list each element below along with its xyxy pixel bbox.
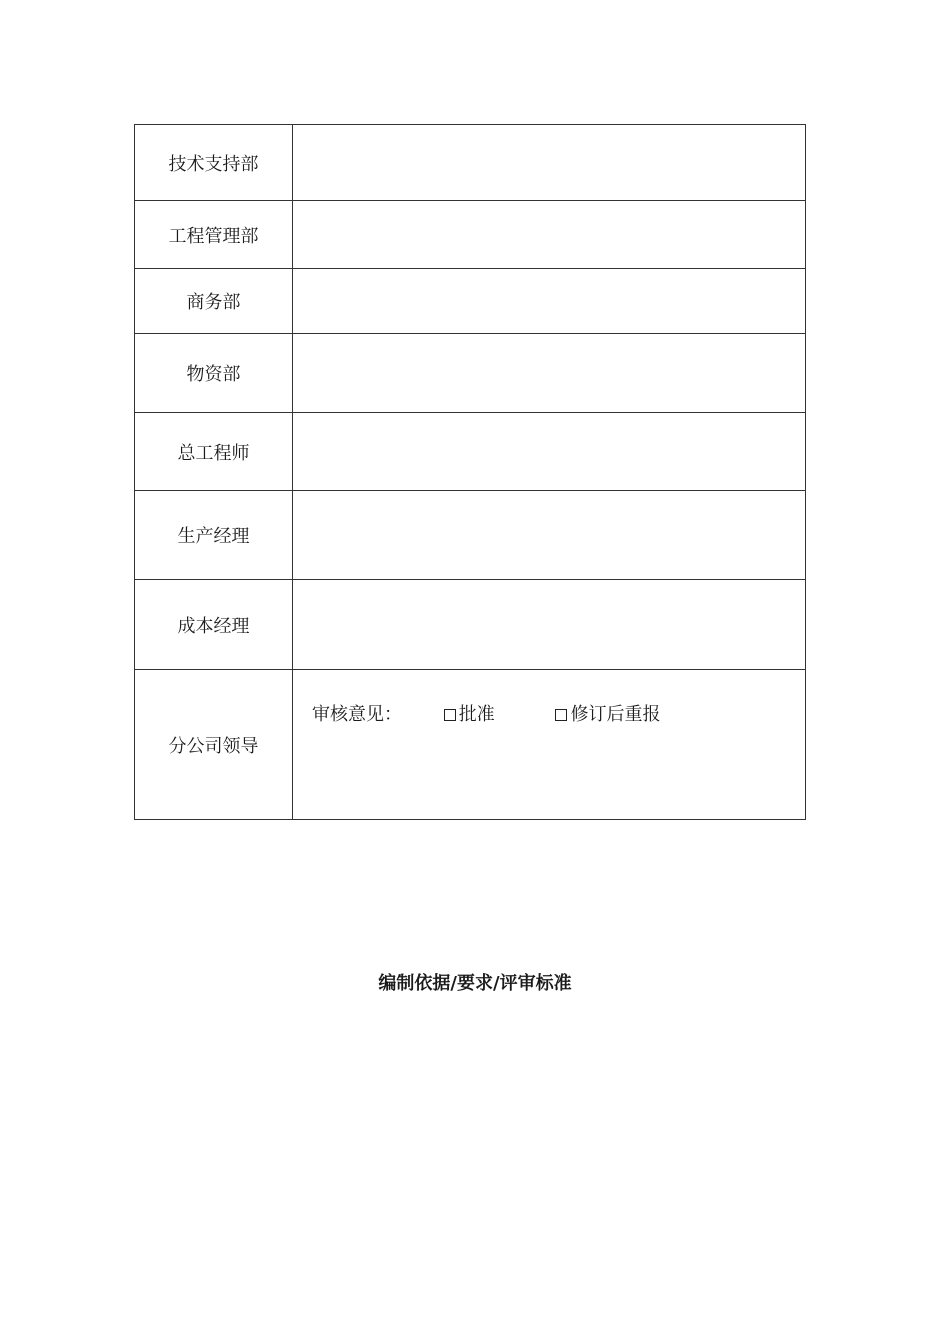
review-opinion-label: 审核意见： [312,704,402,725]
checkbox-icon[interactable] [444,709,456,721]
department-label: 成本经理 [135,580,293,670]
opinion-field[interactable] [293,334,806,413]
review-table [134,124,806,820]
opinion-field[interactable] [293,580,806,670]
table-row [135,670,806,820]
department-label: 物资部 [135,334,293,413]
table-row [135,125,806,201]
table-row [135,201,806,269]
opinion-field[interactable] [293,269,806,334]
department-label: 工程管理部 [135,201,293,269]
leader-opinion-cell [293,670,806,820]
opinion-field[interactable] [293,125,806,201]
revise-resubmit-option[interactable] [555,700,660,726]
revise-option-label: 修订后重报 [570,704,661,725]
opinion-field[interactable] [293,491,806,580]
opinion-field[interactable] [293,201,806,269]
table-row [135,580,806,670]
department-label: 商务部 [135,269,293,334]
approve-option[interactable] [444,700,550,726]
table-row [135,269,806,334]
section-heading: 编制依据/要求/评审标准 [378,973,572,994]
table-row [135,334,806,413]
checkbox-icon[interactable] [555,709,567,721]
department-label: 分公司领导 [135,670,293,820]
department-label: 技术支持部 [135,125,293,201]
opinion-field[interactable] [293,413,806,491]
approve-option-label: 批准 [458,704,495,725]
department-label: 生产经理 [135,491,293,580]
review-opinion-line [312,700,805,726]
table-row [135,413,806,491]
department-label: 总工程师 [135,413,293,491]
table-row [135,491,806,580]
